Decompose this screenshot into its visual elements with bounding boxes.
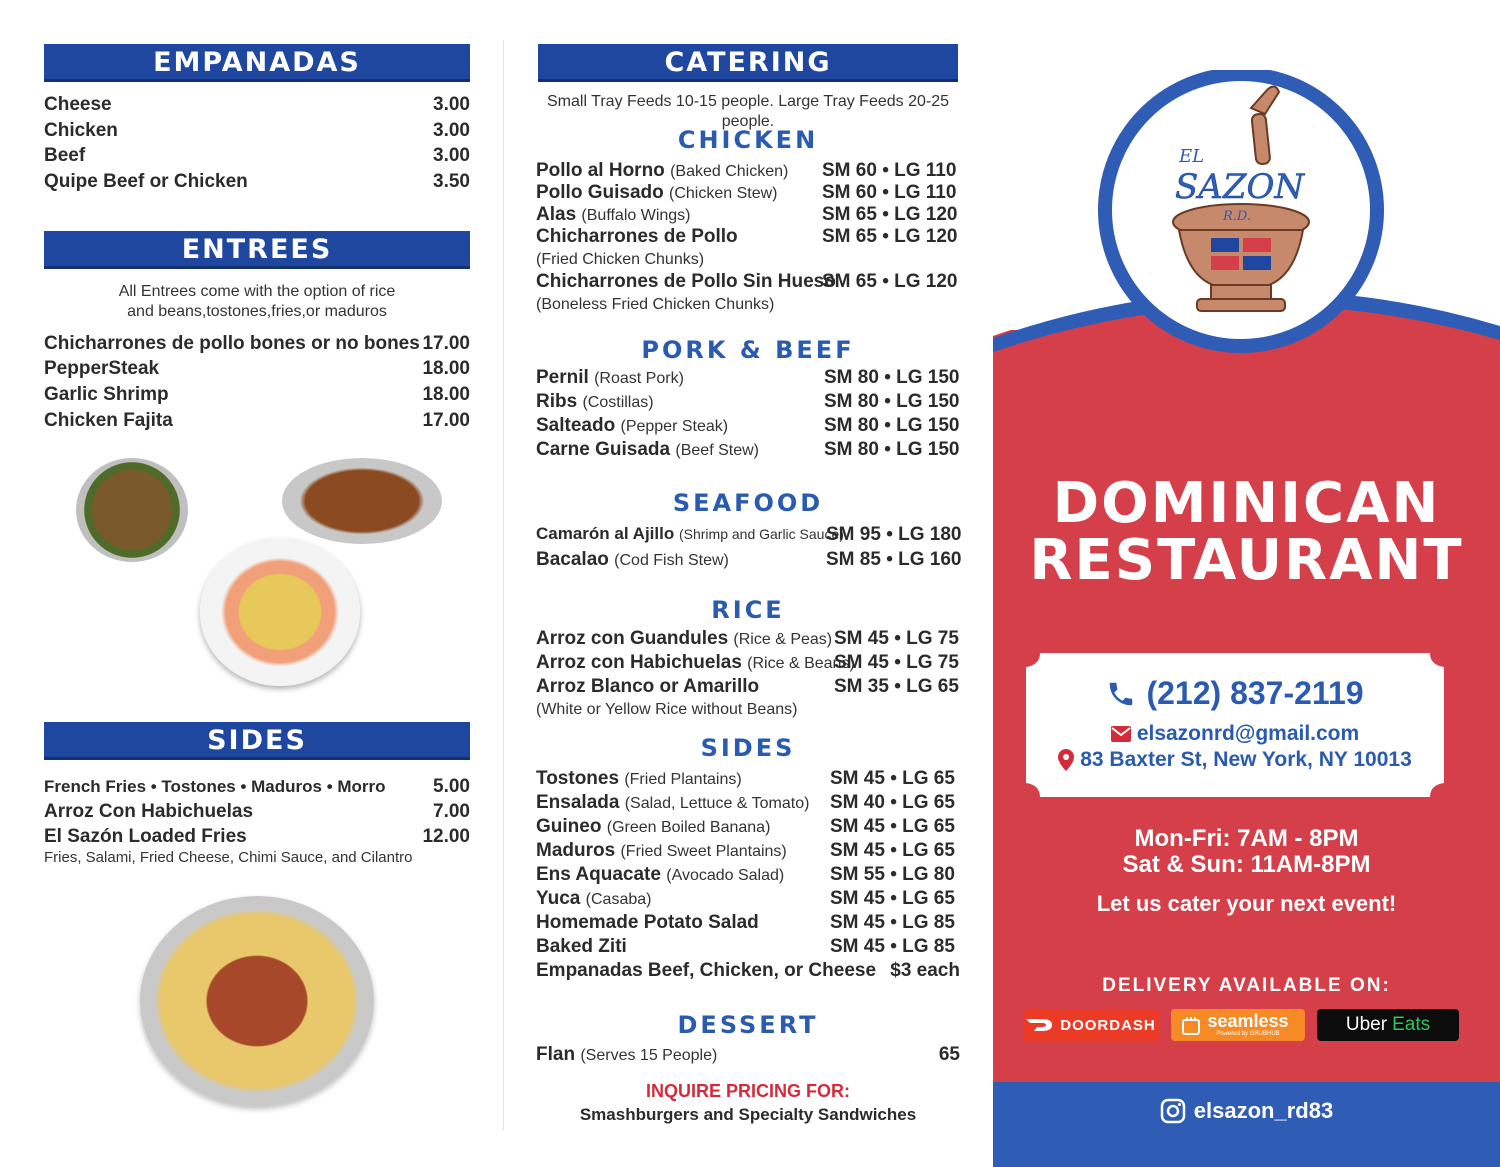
item-desc: (Fried Sweet Plantains) xyxy=(620,843,787,860)
entrees-banner: ENTREES xyxy=(44,231,470,269)
sides-banner: SIDES xyxy=(44,722,470,760)
item-name: Camarón al Ajillo xyxy=(536,524,675,543)
hours-weekday: Mon-Fri: 7AM - 8PM xyxy=(1134,825,1359,852)
chicken-dish-image xyxy=(76,458,188,562)
item-name: Pernil xyxy=(536,367,589,388)
eats-label: Eats xyxy=(1392,1014,1431,1035)
item-price: SM 80 • LG 150 xyxy=(824,391,960,412)
fried-chicken-dish-image xyxy=(282,458,442,544)
item-name: Chicharrones de Pollo Sin Hueso xyxy=(536,271,836,292)
item-name: Flan xyxy=(536,1044,576,1065)
item-desc: (Pepper Steak) xyxy=(620,418,729,435)
item-price: SM 80 • LG 150 xyxy=(824,367,960,388)
uber-label: Uber xyxy=(1345,1014,1388,1035)
menu-item xyxy=(44,358,470,380)
item-subdesc: (Fried Chicken Chunks) xyxy=(536,251,705,268)
seafood-heading: SEAFOOD xyxy=(672,489,824,517)
item-name: Guineo xyxy=(536,816,602,837)
item-name: Ribs xyxy=(536,391,578,412)
item-desc: (Salad, Lettuce & Tomato) xyxy=(624,795,810,812)
menu-item xyxy=(44,145,470,167)
menu-item xyxy=(44,171,470,193)
street-address: 83 Baxter St, New York, NY 10013 xyxy=(1080,748,1412,771)
instagram-footer xyxy=(993,1082,1500,1167)
delivery-label: DELIVERY AVAILABLE ON: xyxy=(1102,975,1391,996)
item-price: SM 45 • LG 65 xyxy=(830,768,955,789)
garlic-shrimp-dish-image xyxy=(200,538,360,686)
menu-item xyxy=(44,410,470,432)
item-desc: (Shrimp and Garlic Sauce) xyxy=(678,526,844,542)
item-desc: (Beef Stew) xyxy=(675,442,759,459)
catering-subtitle: Small Tray Feeds 10-15 people. Large Tray Feeds 20-25 people. xyxy=(547,93,949,130)
item-name: Carne Guisada xyxy=(536,439,671,460)
item-price: SM 95 • LG 180 xyxy=(826,524,962,545)
cater-callout: Let us cater your next event! xyxy=(1096,891,1397,916)
item-desc: (Buffalo Wings) xyxy=(581,207,691,224)
item-price: SM 45 • LG 85 xyxy=(830,936,955,957)
item-desc: (Chicken Stew) xyxy=(669,185,778,202)
item-name: French Fries • Tostones • Maduros • Morro xyxy=(44,777,386,796)
address-line xyxy=(1026,748,1444,772)
seamless-icon xyxy=(1181,1016,1201,1036)
item-price: 18.00 xyxy=(422,384,470,405)
item-price: SM 45 • LG 75 xyxy=(834,652,959,673)
email-line[interactable] xyxy=(1026,722,1444,746)
item-name: Chicharrones de Pollo xyxy=(536,226,738,247)
item-desc: (Green Boiled Banana) xyxy=(606,819,771,836)
item-name: Bacalao xyxy=(536,549,609,570)
headline-restaurant: RESTAURANT xyxy=(1029,528,1464,593)
logo-el-text: EL xyxy=(1179,146,1205,167)
item-name: PepperSteak xyxy=(44,358,160,379)
item-name: Tostones xyxy=(536,768,620,789)
item-subdesc: (Boneless Fried Chicken Chunks) xyxy=(536,296,775,313)
logo-rd-text: R.D. xyxy=(1223,209,1252,224)
email-address: elsazonrd@gmail.com xyxy=(1136,722,1360,745)
item-price: 12.00 xyxy=(422,826,470,847)
entrees-note: All Entrees come with the option of rice and beans,tostones,fries,or maduros xyxy=(118,283,396,320)
item-price: SM 35 • LG 65 xyxy=(834,676,959,697)
item-price: SM 65 • LG 120 xyxy=(822,204,958,225)
item-name: Beef xyxy=(44,145,86,166)
item-desc: (Serves 15 People) xyxy=(580,1047,718,1064)
item-desc: (Rice & Peas) xyxy=(733,631,833,648)
item-name: Baked Ziti xyxy=(536,936,627,957)
location-pin-icon xyxy=(1058,749,1074,771)
item-price: SM 65 • LG 120 xyxy=(822,271,958,292)
inquire-text: Smashburgers and Specialty Sandwiches xyxy=(579,1105,917,1124)
item-price: 7.00 xyxy=(433,801,470,822)
item-name: Maduros xyxy=(536,840,616,861)
item-desc: (Casaba) xyxy=(585,891,652,908)
catering-sides-heading: SIDES xyxy=(700,734,796,762)
loaded-fries-image xyxy=(140,896,374,1106)
item-name: Pollo al Horno xyxy=(536,160,665,181)
item-subdesc: (White or Yellow Rice without Beans) xyxy=(536,701,798,718)
item-price: SM 65 • LG 120 xyxy=(822,226,958,247)
item-price: 18.00 xyxy=(422,358,470,379)
item-price: SM 45 • LG 85 xyxy=(830,912,955,933)
item-price: 65 xyxy=(938,1044,960,1065)
chicken-heading: CHICKEN xyxy=(677,126,819,154)
logo-sazon-text: SAZON xyxy=(1175,167,1305,207)
item-price: $3 each xyxy=(890,960,960,981)
item-name: Empanadas Beef, Chicken, or Cheese xyxy=(536,960,877,981)
item-price: SM 45 • LG 65 xyxy=(830,840,955,861)
item-name: Arroz Con Habichuelas xyxy=(44,801,254,822)
item-name: Arroz con Guandules xyxy=(536,628,729,649)
phone-number: (212) 837-2119 xyxy=(1146,675,1364,711)
seamless-badge[interactable] xyxy=(1171,1009,1305,1041)
item-price: 5.00 xyxy=(433,776,470,797)
item-price: SM 60 • LG 110 xyxy=(822,182,957,203)
item-price: SM 45 • LG 75 xyxy=(834,628,959,649)
item-price: SM 40 • LG 65 xyxy=(830,792,955,813)
menu-item xyxy=(44,94,470,116)
menu-item xyxy=(44,333,470,355)
item-name: Ensalada xyxy=(536,792,620,813)
menu-item xyxy=(44,120,470,142)
item-name: Chicken xyxy=(44,120,118,141)
doordash-icon xyxy=(1026,1018,1052,1032)
pork-beef-heading: PORK & BEEF xyxy=(641,336,855,364)
contact-card xyxy=(1026,653,1444,797)
seamless-label: seamless xyxy=(1207,1011,1289,1031)
item-name: Yuca xyxy=(536,888,581,909)
menu-item xyxy=(44,801,470,823)
instagram-icon xyxy=(1160,1098,1186,1124)
item-price: SM 80 • LG 150 xyxy=(824,439,960,460)
phone-line[interactable] xyxy=(1026,675,1444,712)
inquire-label: INQUIRE PRICING FOR: xyxy=(645,1081,850,1101)
rice-heading: RICE xyxy=(711,596,785,624)
phone-icon xyxy=(1106,679,1136,709)
el-sazon-logo xyxy=(1091,70,1391,370)
item-name: Chicken Fajita xyxy=(44,410,173,431)
item-name: Quipe Beef or Chicken xyxy=(44,171,248,192)
email-icon xyxy=(1111,726,1131,742)
item-desc: (Fried Plantains) xyxy=(624,771,742,788)
item-desc: (Rice & Beans) xyxy=(747,655,855,672)
item-name: El Sazón Loaded Fries xyxy=(44,826,247,847)
item-name: Ens Aquacate xyxy=(536,864,661,885)
item-price: 17.00 xyxy=(422,333,470,354)
item-name: Arroz Blanco or Amarillo xyxy=(536,676,760,697)
item-desc: (Roast Pork) xyxy=(594,370,684,387)
empanadas-banner: EMPANADAS xyxy=(44,44,470,82)
loaded-fries-desc: Fries, Salami, Fried Cheese, Chimi Sauce, and Cilantro xyxy=(44,849,413,866)
doordash-label: DOORDASH xyxy=(1060,1016,1156,1034)
column-divider xyxy=(503,40,504,1130)
hours-weekend: Sat & Sun: 11AM-8PM xyxy=(1122,851,1371,878)
item-name: Homemade Potato Salad xyxy=(536,912,759,933)
dessert-heading: DESSERT xyxy=(677,1011,819,1039)
ubereats-badge[interactable] xyxy=(1317,1009,1459,1041)
item-name: Cheese xyxy=(44,94,112,115)
item-price: 3.00 xyxy=(433,120,470,141)
catering-banner: CATERING xyxy=(538,44,958,82)
item-price: SM 45 • LG 65 xyxy=(830,816,955,837)
menu-item xyxy=(44,384,470,406)
item-name: Alas xyxy=(536,204,577,225)
seamless-sublabel: Powered by GRUBHUB xyxy=(1216,1031,1280,1037)
menu-item xyxy=(44,826,470,848)
item-name: Chicharrones de pollo bones or no bones xyxy=(44,333,420,354)
item-desc: (Cod Fish Stew) xyxy=(614,552,729,569)
item-desc: (Baked Chicken) xyxy=(670,163,789,180)
item-name: Salteado xyxy=(536,415,616,436)
doordash-badge[interactable] xyxy=(1023,1009,1159,1041)
item-name: Arroz con Habichuelas xyxy=(536,652,742,673)
instagram-line[interactable] xyxy=(993,1098,1500,1124)
item-desc: (Avocado Salad) xyxy=(666,867,785,884)
item-price: SM 60 • LG 110 xyxy=(822,160,957,181)
brand-panel xyxy=(993,0,1500,1167)
item-price: 3.00 xyxy=(433,145,470,166)
item-desc: (Costillas) xyxy=(582,394,654,411)
item-price: 3.50 xyxy=(433,171,470,192)
item-price: SM 85 • LG 160 xyxy=(826,549,962,570)
item-price: SM 45 • LG 65 xyxy=(830,888,955,909)
item-price: SM 80 • LG 150 xyxy=(824,415,960,436)
item-name: Garlic Shrimp xyxy=(44,384,169,405)
headline-dominican: DOMINICAN xyxy=(1052,471,1441,536)
item-price: SM 55 • LG 80 xyxy=(830,864,955,885)
menu-item xyxy=(44,776,470,798)
instagram-handle: elsazon_rd83 xyxy=(1193,1098,1334,1123)
item-price: 3.00 xyxy=(433,94,470,115)
item-name: Pollo Guisado xyxy=(536,182,664,203)
item-price: 17.00 xyxy=(422,410,470,431)
